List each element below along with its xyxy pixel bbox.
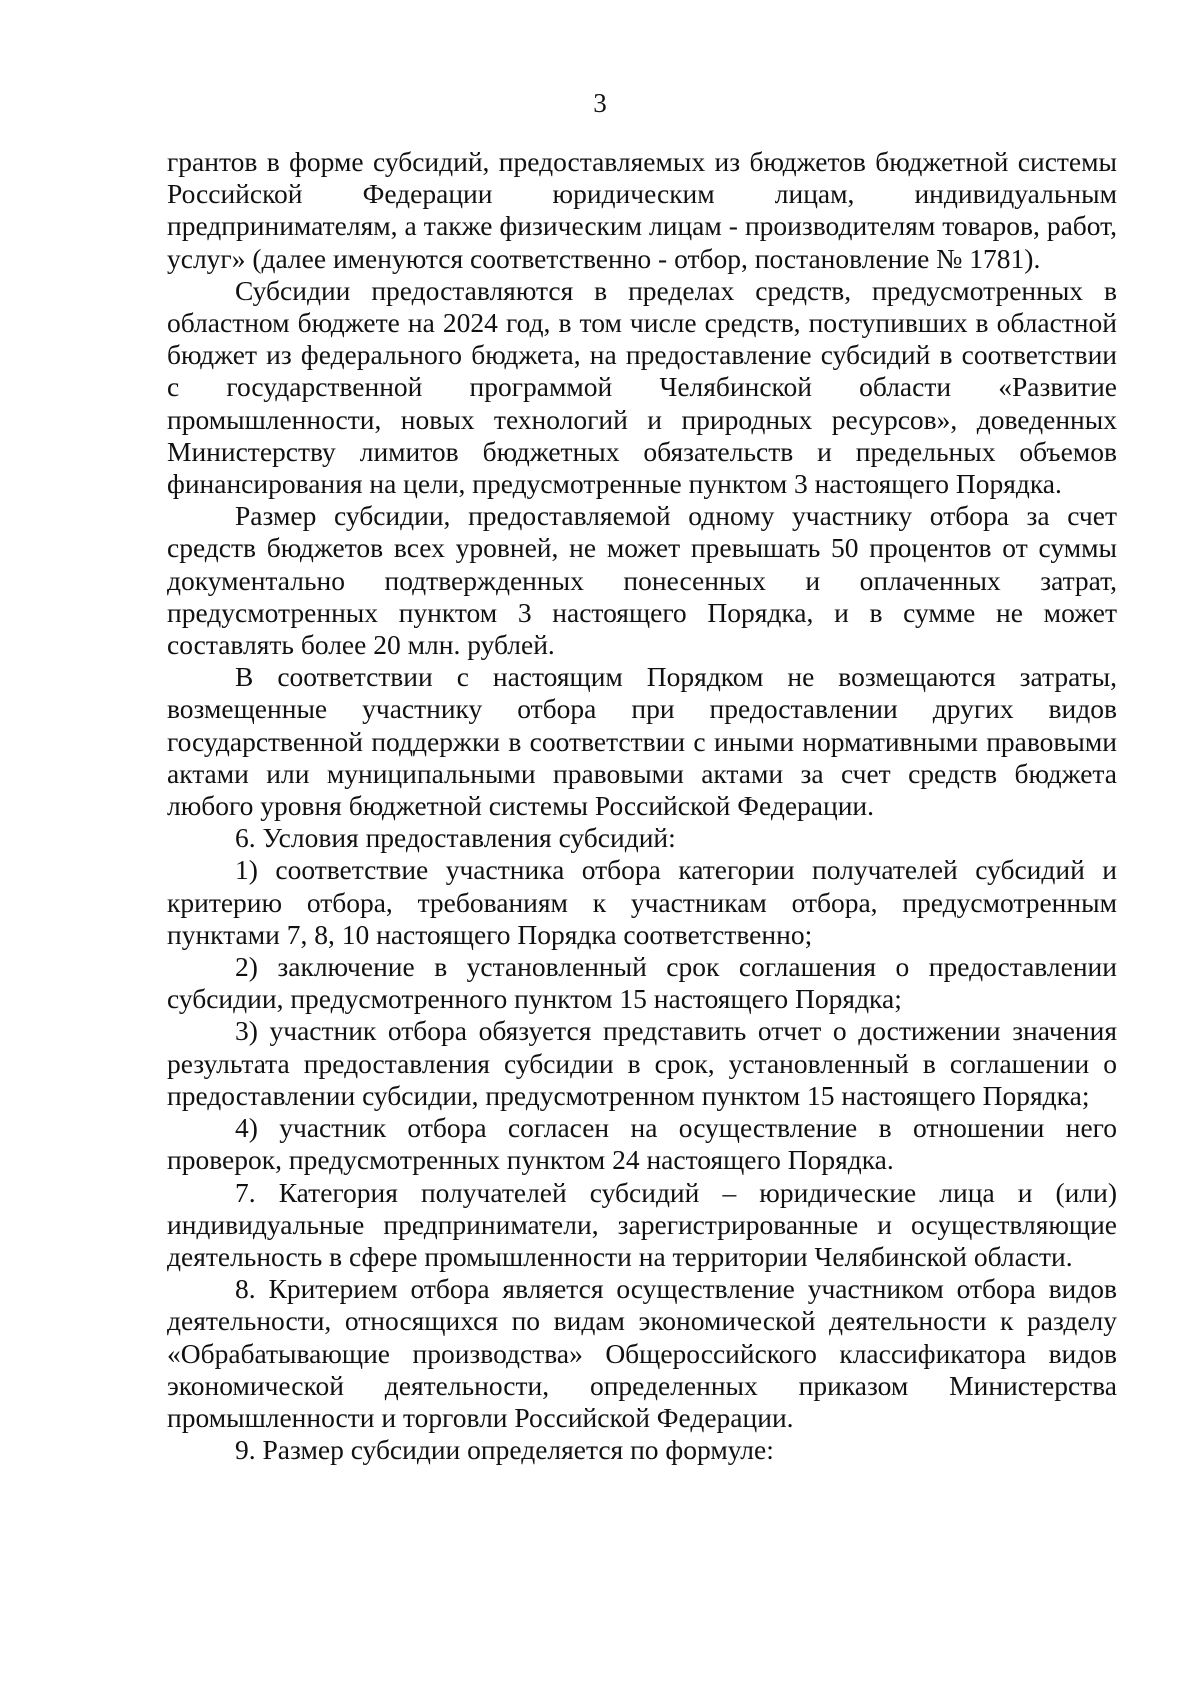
paragraph-section-8: 8. Критерием отбора является осуществление участником отбора видов деятельности, относящихся по видам экономической деятельности к разделу «Обрабатывающие производства» Общероссийского классификатора видов экономической деятельности, определенных приказом Министерства промышленности и торговли Российской Федерации. — [167, 1273, 1117, 1433]
paragraph-condition-4: 4) участник отбора согласен на осуществление в отношении него проверок, предусмотренных пунктом 24 настоящего Порядка. — [167, 1112, 1117, 1176]
paragraph-grants-continuation: грантов в форме субсидий, предоставляемых из бюджетов бюджетной системы Российской Федерации юридическим лицам, индивидуальным предпринимателям, а также физическим лицам - производителям товаров, работ, услуг» (далее именуются соответственно - отбор, постановление № 1781). — [167, 146, 1117, 274]
paragraph-condition-1: 1) соответствие участника отбора категории получателей субсидий и критерию отбора, требованиям к участникам отбора, предусмотренным пунктами 7, 8, 10 настоящего Порядка соответственно; — [167, 854, 1117, 950]
paragraph-non-reimbursed-costs: В соответствии с настоящим Порядком не возмещаются затраты, возмещенные участнику отбора при предоставлении других видов государственной поддержки в соответствии с иными нормативными правовыми актами или муниципальными правовыми актами за счет средств бюджета любого уровня бюджетной системы Российской Федерации. — [167, 661, 1117, 822]
document-body — [167, 146, 1117, 1466]
paragraph-section-6-title: 6. Условия предоставления субсидий: — [235, 822, 676, 854]
paragraph-subsidy-budget: Субсидии предоставляются в пределах средств, предусмотренных в областном бюджете на 2024 год, в том числе средств, поступивших в областной бюджет из федерального бюджета, на предоставление субсидий в соответствии с государственной программой Челябинской области «Развитие промышленности, новых технологий и природных ресурсов», доведенных Министерству лимитов бюджетных обязательств и предельных объемов финансирования на цели, предусмотренные пунктом 3 настоящего Порядка. — [167, 274, 1117, 500]
paragraph-section-9: 9. Размер субсидии определяется по формуле: — [235, 1434, 774, 1466]
paragraph-condition-3: 3) участник отбора обязуется представить отчет о достижении значения результата предоставления субсидии в срок, установленный в соглашении о предоставлении субсидии, предусмотренном пунктом 15 настоящего Порядка; — [167, 1015, 1117, 1111]
page-number: 3 — [593, 88, 607, 118]
paragraph-section-7: 7. Категория получателей субсидий – юридические лица и (или) индивидуальные предприниматели, зарегистрированные и осуществляющие деятельность в сфере промышленности на территории Челябинской области. — [167, 1176, 1117, 1272]
paragraph-condition-2: 2) заключение в установленный срок соглашения о предоставлении субсидии, предусмотренного пунктом 15 настоящего Порядка; — [167, 951, 1117, 1015]
paragraph-subsidy-limit: Размер субсидии, предоставляемой одному участнику отбора за счет средств бюджетов всех уровней, не может превышать 50 процентов от суммы документально подтвержденных понесенных и оплаченных затрат, предусмотренных пунктом 3 настоящего Порядка, и в сумме не может составлять более 20 млн. рублей. — [167, 500, 1117, 661]
